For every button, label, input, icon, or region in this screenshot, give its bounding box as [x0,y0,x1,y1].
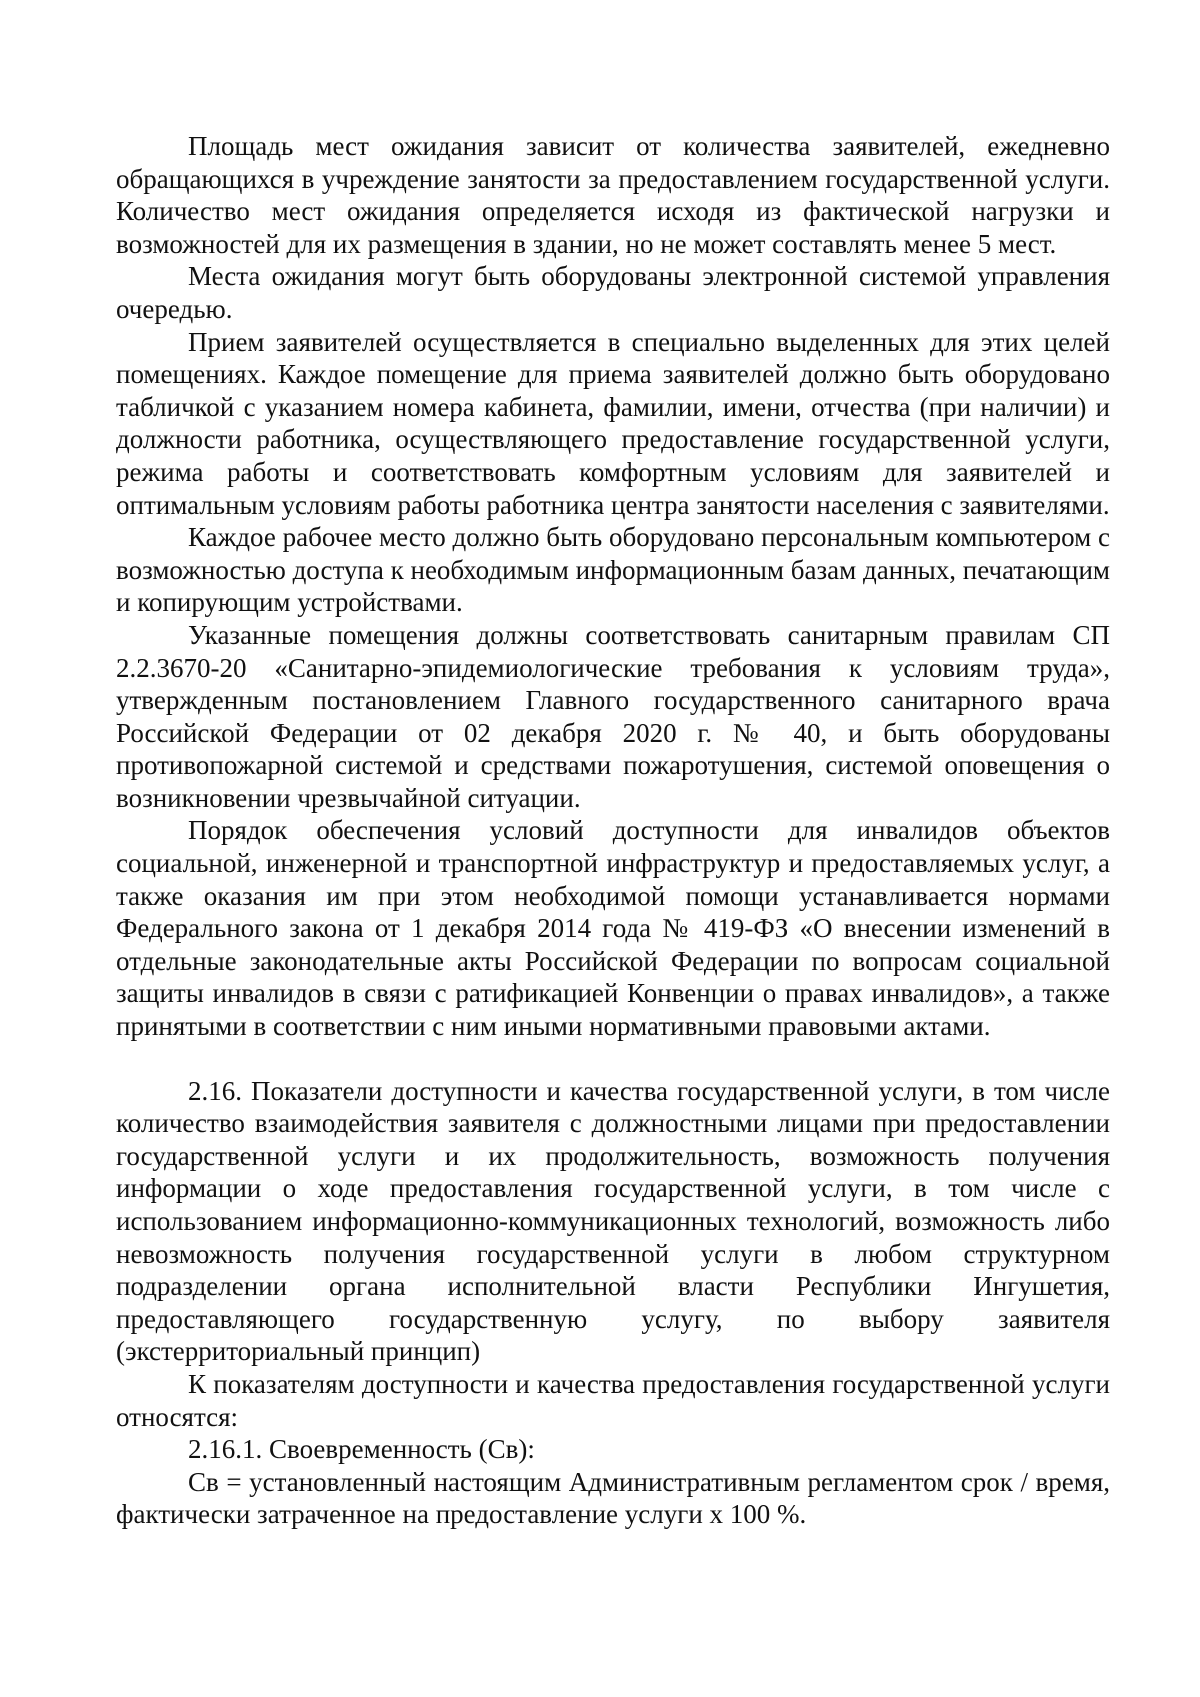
paragraph-gap [116,1043,1110,1075]
paragraph-sanitary-rules: Указанные помещения должны соответствовать санитарным правилам СП 2.2.3670-20 «Санитарно-эпидемиологические требования к условиям труда», утвержденным постановлением Главного государственного санитарного врача Российской Федерации от 02 декабря 2020 г. № 40, и быть оборудованы противопожарной системой и средствами пожаротушения, системой оповещения о возникновении чрезвычайной ситуации. [116,619,1110,813]
paragraph-waiting-area: Площадь мест ожидания зависит от количества заявителей, ежедневно обращающихся в учреждение занятости за предоставлением государственной услуги. Количество мест ожидания определяется исходя из фактической нагрузки и возможностей для их размещения в здании, но не может составлять менее 5 мест. [116,131,1110,259]
paragraph-accessibility: Порядок обеспечения условий доступности для инвалидов объектов социальной, инженерной и транспортной инфраструктур и предоставляемых услуг, а также оказания им при этом необходимой помощи устанавливается нормами Федерального закона от 1 декабря 2014 года № 419-ФЗ «О внесении изменений в отдельные законодательные акты Российской Федерации по вопросам социальной защиты инвалидов в связи с ратификацией Конвенции о правах инвалидов», а также принятыми в соответствии с ним иными нормативными правовыми актами. [116,815,1110,1042]
paragraph-reception-rooms: Прием заявителей осуществляется в специально выделенных для этих целей помещениях. Каждое помещение для приема заявителей должно быть оборудовано табличкой с указанием номера кабинета, фамилии, имени, отчества (при наличии) и должности работника, осуществляющего предоставление государственной услуги, режима работы и соответствовать комфортным условиям для заявителей и оптимальным условиям работы работника центра занятости населения с заявителями. [116,326,1110,520]
paragraph-section-2-16: 2.16. Показатели доступности и качества государственной услуги, в том числе количество взаимодействия заявителя с должностными лицами при предоставлении государственной услуги и их продолжительность, возможность получения информации о ходе предоставления государственной услуги, в том числе с использованием информационно-коммуникационных технологий, возможность либо невозможность получения государственной услуги в любом структурном подразделении органа исполнительной власти Республики Ингушетия, предоставляющего государственную услугу, по выбору заявителя (экстерриториальный принцип) [116,1075,1110,1367]
paragraph-timeliness-heading: 2.16.1. Своевременность (Св): [188,1434,535,1465]
paragraph-workplace: Каждое рабочее место должно быть оборудовано персональным компьютером с возможностью доступа к необходимым информационным базам данных, печатающим и копирующим устройствами. [116,522,1110,618]
paragraph-timeliness-formula: Св = установленный настоящим Административным регламентом срок / время, фактически затраченное на предоставление услуги x 100 %. [116,1466,1110,1530]
paragraph-queue-system: Места ожидания могут быть оборудованы электронной системой управления очередью. [116,261,1110,324]
paragraph-indicators-intro: К показателям доступности и качества предоставления государственной услуги относятся: [116,1368,1110,1432]
document-body [116,130,1110,1531]
